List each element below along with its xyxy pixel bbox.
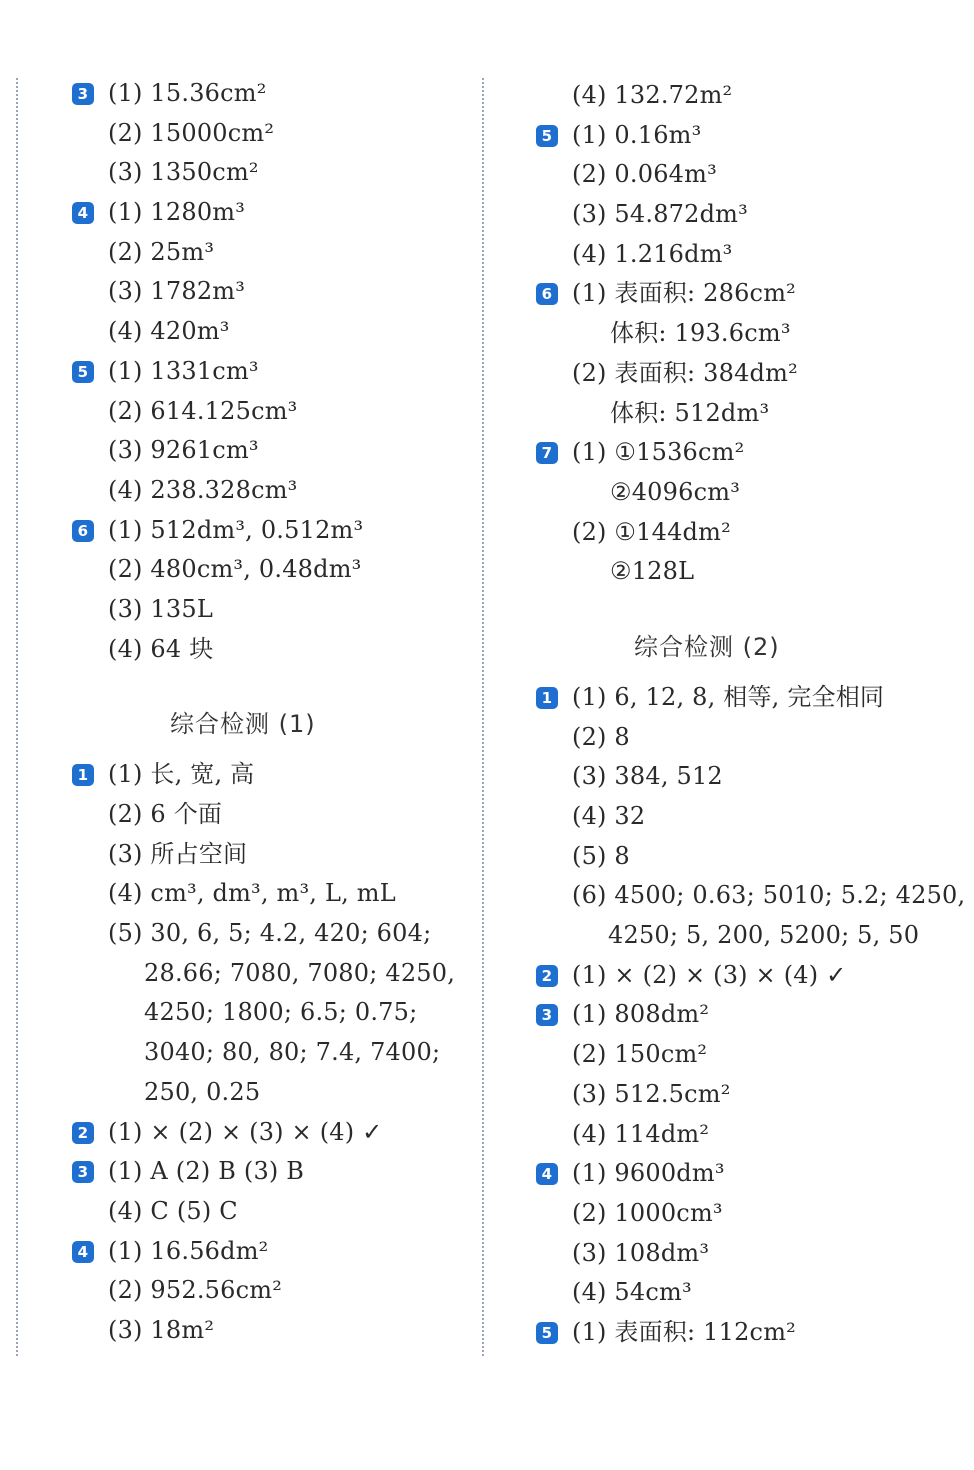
answer-text: 体积: 193.6cm³	[610, 319, 791, 348]
question-number-badge: 3	[536, 1004, 558, 1026]
answer-text: 4250; 5, 200, 5200; 5, 50	[608, 921, 920, 950]
answer-text: (1) 512dm³, 0.512m³	[108, 515, 364, 544]
question-number-badge: 5	[536, 125, 558, 147]
question-number-badge: 6	[536, 283, 558, 305]
answer-line	[536, 916, 956, 956]
answer-line	[536, 473, 956, 513]
question-number-badge: 3	[72, 1161, 94, 1183]
answer-text: (2) 8	[572, 722, 630, 751]
answer-line	[72, 312, 472, 352]
answer-text: (1) × (2) × (3) × (4) ✓	[108, 1117, 383, 1146]
answer-text: (1) A (2) B (3) B	[108, 1157, 305, 1186]
answer-line	[536, 513, 956, 553]
answer-text: 体积: 512dm³	[610, 398, 770, 427]
answer-text: (1) 1280m³	[108, 198, 246, 227]
answer-line	[72, 511, 472, 551]
answer-line	[72, 795, 472, 835]
answer-text: (1) 6, 12, 8, 相等, 完全相同	[572, 682, 885, 711]
answer-line	[72, 1073, 472, 1113]
answer-text: (2) ①144dm²	[572, 517, 731, 546]
question-number-badge: 2	[536, 965, 558, 987]
answer-line	[536, 797, 956, 837]
answer-line	[536, 116, 956, 156]
answer-text: (2) 表面积: 384dm²	[572, 358, 798, 387]
answer-line	[536, 1234, 956, 1274]
answer-line	[72, 1113, 472, 1153]
answer-text: (2) 1000cm³	[572, 1198, 723, 1227]
answer-text: 250, 0.25	[144, 1077, 261, 1106]
question-number-badge: 2	[72, 1122, 94, 1144]
answer-text: (1) 1331cm³	[108, 356, 259, 385]
answer-line	[536, 995, 956, 1035]
answer-text: ②4096cm³	[610, 477, 741, 506]
answer-line	[536, 718, 956, 758]
answer-line	[72, 1152, 472, 1192]
answer-line	[72, 1232, 472, 1272]
answer-text: (3) 512.5cm²	[572, 1079, 731, 1108]
section-heading: 综合检测 (1)	[170, 710, 316, 739]
answer-text: (2) 952.56cm²	[108, 1276, 283, 1305]
question-number-badge: 3	[72, 83, 94, 105]
answer-line	[536, 1115, 956, 1155]
answer-line	[72, 1311, 472, 1351]
answer-line	[536, 876, 966, 916]
answer-line	[72, 954, 472, 994]
answer-line	[72, 114, 472, 154]
answer-text: (4) 420m³	[108, 317, 230, 346]
answer-line	[536, 1154, 956, 1194]
answer-line	[536, 433, 956, 473]
answer-line	[72, 1033, 472, 1073]
question-number-badge: 4	[72, 1241, 94, 1263]
answer-line	[72, 272, 472, 312]
answer-text: (3) 135L	[108, 594, 213, 623]
answer-line	[536, 1075, 956, 1115]
answer-text: (2) 0.064m³	[572, 160, 717, 189]
answer-line	[72, 550, 472, 590]
answer-line	[536, 1035, 956, 1075]
answer-text: 28.66; 7080, 7080; 4250,	[144, 958, 456, 987]
center-divider-rule	[482, 78, 484, 1356]
answer-line	[536, 155, 956, 195]
answer-line	[536, 678, 956, 718]
section-heading: 综合检测 (2)	[634, 632, 780, 661]
answer-line	[536, 354, 956, 394]
answer-text: (4) 64 块	[108, 634, 214, 663]
answer-line	[536, 235, 956, 275]
answer-line	[72, 74, 472, 114]
answer-line	[72, 590, 472, 630]
answer-text: (4) 238.328cm³	[108, 475, 298, 504]
answer-text: 4250; 1800; 6.5; 0.75;	[144, 998, 418, 1027]
question-number-badge: 1	[72, 764, 94, 786]
answer-line	[72, 352, 472, 392]
answer-text: (2) 15000cm²	[108, 118, 275, 147]
answer-text: (3) 1782m³	[108, 277, 246, 306]
answer-text: (1) 表面积: 112cm²	[572, 1317, 796, 1346]
answer-text: (2) 614.125cm³	[108, 396, 298, 425]
section-gap	[72, 669, 472, 693]
answer-text: (1) 16.56dm²	[108, 1236, 269, 1265]
answer-text: (3) 54.872dm³	[572, 200, 748, 229]
answer-text: (1) 0.16m³	[572, 120, 702, 149]
answer-text: (1) 长, 宽, 高	[108, 760, 255, 789]
answer-line	[72, 1271, 472, 1311]
answer-text: (1) 808dm²	[572, 1000, 710, 1029]
answer-text: (6) 4500; 0.63; 5010; 5.2; 4250,	[572, 881, 966, 910]
answer-line	[536, 314, 956, 354]
answer-text: (3) 所占空间	[108, 839, 248, 868]
answer-text: ②128L	[610, 557, 695, 586]
answer-line	[536, 195, 956, 235]
answer-line	[72, 153, 472, 193]
right-answer-column	[536, 76, 966, 1353]
answer-line	[72, 755, 472, 795]
question-number-badge: 5	[72, 361, 94, 383]
answer-line	[536, 757, 956, 797]
answer-text: (1) 表面积: 286cm²	[572, 279, 796, 308]
question-number-badge: 7	[536, 442, 558, 464]
answer-text: 3040; 80, 80; 7.4, 7400;	[144, 1038, 441, 1067]
answer-text: (5) 8	[572, 841, 630, 870]
answer-line	[536, 956, 956, 996]
section-gap	[536, 592, 956, 616]
answer-line	[536, 1194, 956, 1234]
question-number-badge: 4	[72, 202, 94, 224]
answer-text: (4) 32	[572, 802, 646, 830]
question-number-badge: 5	[536, 1322, 558, 1344]
answer-text: (3) 384, 512	[572, 762, 723, 791]
answer-line	[72, 835, 472, 875]
answer-text: (4) cm³, dm³, m³, L, mL	[108, 879, 396, 908]
answer-line	[72, 471, 472, 511]
answer-line	[536, 76, 956, 116]
answer-text: (4) 132.72m²	[572, 81, 733, 109]
answer-line	[536, 837, 956, 877]
answer-line	[72, 630, 472, 670]
answer-text: (1) ①1536cm²	[572, 438, 745, 467]
answer-line	[536, 394, 956, 434]
answer-text: (2) 150cm²	[572, 1040, 708, 1069]
answer-text: (3) 18m²	[108, 1315, 215, 1344]
answer-text: (2) 25m³	[108, 237, 215, 266]
answer-line	[72, 392, 472, 432]
answer-text: (1) 9600dm³	[572, 1159, 725, 1188]
question-number-badge: 1	[536, 687, 558, 709]
answer-line	[536, 1313, 956, 1353]
answer-line	[72, 431, 472, 471]
answer-text: (1) × (2) × (3) × (4) ✓	[572, 960, 847, 989]
answer-text: (2) 480cm³, 0.48dm³	[108, 555, 362, 584]
answer-line	[72, 914, 472, 954]
answer-line	[72, 1192, 472, 1232]
answer-line	[536, 1273, 956, 1313]
answer-line	[536, 274, 956, 314]
question-number-badge: 6	[72, 520, 94, 542]
left-margin-rule	[16, 78, 18, 1356]
answer-text: (3) 1350cm²	[108, 158, 259, 187]
answer-text: (3) 108dm³	[572, 1238, 710, 1267]
answer-line	[72, 993, 472, 1033]
answer-text: (4) C (5) C	[108, 1196, 238, 1225]
answer-text: (3) 9261cm³	[108, 436, 259, 465]
answer-line	[72, 193, 472, 233]
answer-line	[536, 552, 956, 592]
answer-text: (2) 6 个面	[108, 800, 223, 828]
answer-line	[72, 874, 472, 914]
answer-text: (1) 15.36cm²	[108, 79, 267, 107]
answer-text: (4) 54cm³	[572, 1278, 692, 1307]
answer-text: (5) 30, 6, 5; 4.2, 420; 604;	[108, 919, 432, 948]
answer-text: (4) 1.216dm³	[572, 239, 733, 268]
answer-line	[72, 233, 472, 273]
answer-text: (4) 114dm²	[572, 1119, 710, 1148]
left-answer-column	[72, 74, 472, 1351]
question-number-badge: 4	[536, 1163, 558, 1185]
